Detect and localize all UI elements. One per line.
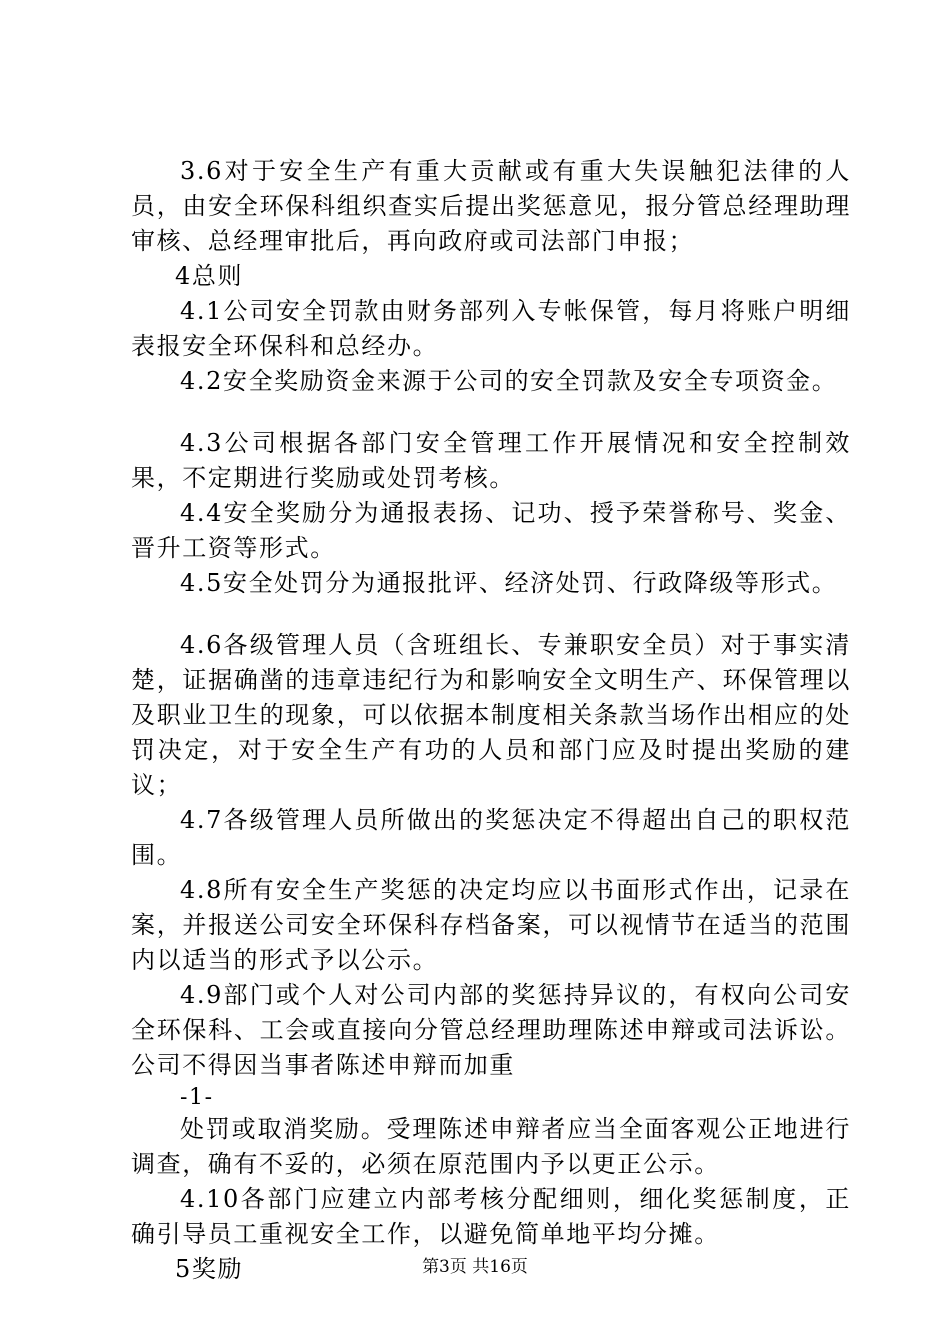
section-heading-rewards: 5奖励 [175,1255,244,1283]
paragraph-4-8: 4.8所有安全生产奖惩的决定均应以书面形式作出，记录在案，并报送公司安全环保科存档备案，可以视情节在适当的范围内以适当的形式予以公示。 [131,876,851,974]
paragraph-4-10: 4.10各部门应建立内部考核分配细则，细化奖惩制度，正确引导员工重视安全工作，以避免简单地平均分摊。 [131,1185,851,1248]
document-body [131,154,851,1287]
section-heading-general: 4总则 [175,262,244,290]
paragraph-3-6: 3.6对于安全生产有重大贡献或有重大失误触犯法律的人员，由安全环保科组织查实后提出奖惩意见，报分管总经理助理审核、总经理审批后，再向政府或司法部门申报； [131,157,851,255]
paragraph-4-7: 4.7各级管理人员所做出的奖惩决定不得超出自己的职权范围。 [131,806,851,869]
inline-page-marker: -1- [180,1085,214,1110]
paragraph-4-4: 4.4安全奖励分为通报表扬、记功、授予荣誉称号、奖金、晋升工资等形式。 [131,499,851,562]
paragraph-4-9-continued: 处罚或取消奖励。受理陈述申辩者应当全面客观公正地进行调查，确有不妥的，必须在原范围内予以更正公示。 [131,1115,851,1178]
page-number-label: 第3页 共16页 [422,1257,528,1277]
page-footer [0,1252,950,1277]
paragraph-4-5: 4.5安全处罚分为通报批评、经济处罚、行政降级等形式。 [180,569,838,597]
paragraph-4-1: 4.1公司安全罚款由财务部列入专帐保管，每月将账户明细表报安全环保科和总经办。 [131,297,851,360]
paragraph-4-9: 4.9部门或个人对公司内部的奖惩持异议的，有权向公司安全环保科、工会或直接向分管总经理助理陈述申辩或司法诉讼。公司不得因当事者陈述申辩而加重 [131,981,851,1079]
paragraph-4-2: 4.2安全奖励资金来源于公司的安全罚款及安全专项资金。 [180,367,838,395]
paragraph-4-3: 4.3公司根据各部门安全管理工作开展情况和安全控制效果，不定期进行奖励或处罚考核。 [131,429,851,492]
paragraph-4-6: 4.6各级管理人员（含班组长、专兼职安全员）对于事实清楚，证据确凿的违章违纪行为和影响安全文明生产、环保管理以及职业卫生的现象，可以依据本制度相关条款当场作出相应的处罚决定，对于安全生产有功的人员和部门应及时提出奖励的建议； [131,631,851,799]
